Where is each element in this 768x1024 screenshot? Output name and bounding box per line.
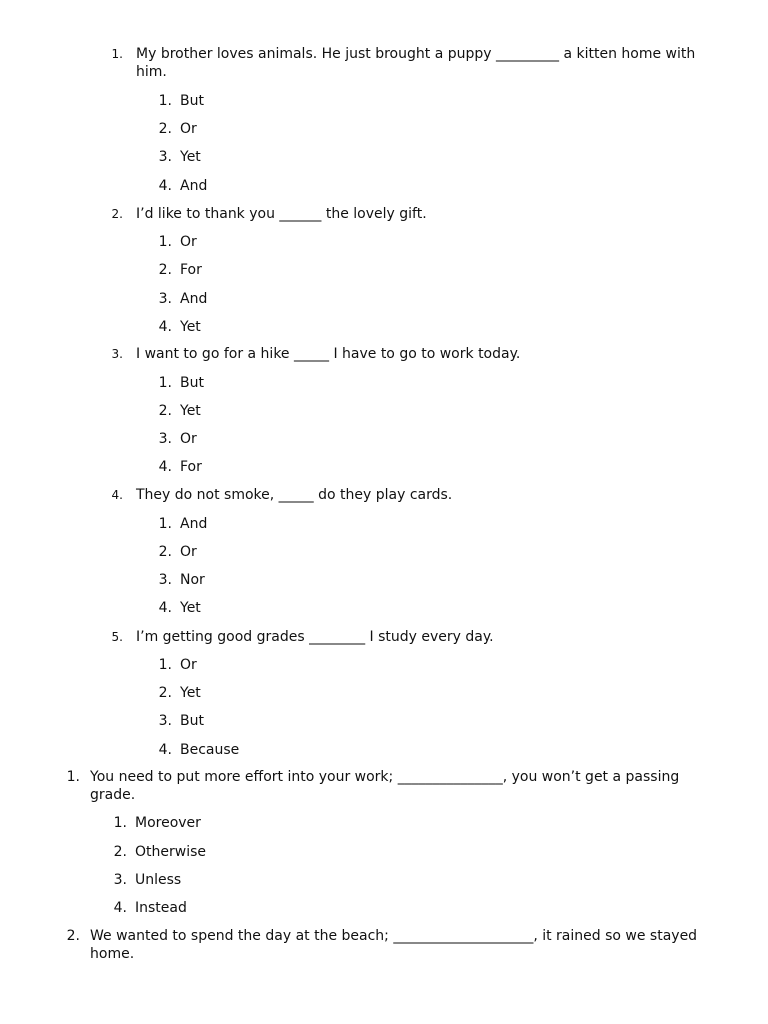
option-number: 2. — [158, 121, 172, 137]
option-number: 3. — [158, 431, 172, 447]
option-text: Or — [180, 121, 197, 137]
option-text: Nor — [180, 572, 205, 588]
option-number: 1. — [113, 815, 127, 831]
option-number: 4. — [158, 600, 172, 616]
option-number: 3. — [113, 872, 127, 888]
option-number: 3. — [158, 713, 172, 729]
option-text: Because — [180, 742, 240, 758]
question-text: They do not smoke, _____ do they play cards. — [136, 487, 453, 503]
option-number: 4. — [158, 459, 172, 475]
option-text: But — [180, 713, 204, 729]
question-item — [0, 45, 768, 85]
option-number: 1. — [158, 93, 172, 109]
option-text: For — [180, 459, 202, 475]
question-item — [0, 486, 768, 506]
option-text: Unless — [135, 872, 182, 888]
option-text: Instead — [135, 900, 187, 916]
question-item — [0, 768, 768, 808]
question-text: You need to put more effort into your work; _______________, you won’t get a passing grade. — [90, 769, 680, 803]
option-number: 3. — [158, 572, 172, 588]
option-number: 4. — [158, 178, 172, 194]
question-text: I’m getting good grades ________ I study every day. — [136, 629, 494, 645]
option-text: Or — [180, 657, 197, 673]
question-text: I’d like to thank you ______ the lovely gift. — [136, 206, 427, 222]
option-number: 1. — [158, 234, 172, 250]
option-text: For — [180, 262, 202, 278]
option-text: Yet — [180, 685, 201, 701]
question-number: 2. — [66, 928, 80, 944]
question-number: 4. — [111, 488, 123, 502]
question-number: 2. — [111, 207, 123, 221]
option-number: 4. — [158, 319, 172, 335]
option-number: 1. — [158, 375, 172, 391]
option-text: Yet — [180, 319, 201, 335]
question-number: 3. — [111, 347, 123, 361]
option-text: But — [180, 93, 204, 109]
question-item — [0, 628, 768, 648]
option-text: Or — [180, 431, 197, 447]
question-text: I want to go for a hike _____ I have to go to work today. — [136, 346, 521, 362]
option-number: 1. — [158, 516, 172, 532]
option-number: 2. — [158, 544, 172, 560]
option-number: 3. — [158, 291, 172, 307]
option-number: 2. — [158, 403, 172, 419]
option-number: 2. — [113, 844, 127, 860]
option-number: 1. — [158, 657, 172, 673]
question-number: 5. — [111, 630, 123, 644]
option-text: Moreover — [135, 815, 201, 831]
question-text: My brother loves animals. He just brought a puppy _________ a kitten home with him. — [136, 46, 696, 80]
option-number: 2. — [158, 685, 172, 701]
option-text: And — [180, 516, 208, 532]
option-number: 3. — [158, 149, 172, 165]
question-item — [0, 927, 768, 967]
option-text: But — [180, 375, 204, 391]
option-text: Or — [180, 234, 197, 250]
option-number: 4. — [113, 900, 127, 916]
option-text: And — [180, 178, 208, 194]
question-item — [0, 205, 768, 225]
question-number: 1. — [66, 769, 80, 785]
option-text: Otherwise — [135, 844, 206, 860]
option-text: Yet — [180, 149, 201, 165]
option-number: 2. — [158, 262, 172, 278]
option-text: Yet — [180, 600, 201, 616]
question-number: 1. — [111, 47, 123, 61]
option-text: And — [180, 291, 208, 307]
option-text: Yet — [180, 403, 201, 419]
question-item — [0, 345, 768, 365]
option-number: 4. — [158, 742, 172, 758]
question-text: We wanted to spend the day at the beach; ____________________, it rained so we stayed home. — [90, 928, 698, 962]
option-text: Or — [180, 544, 197, 560]
